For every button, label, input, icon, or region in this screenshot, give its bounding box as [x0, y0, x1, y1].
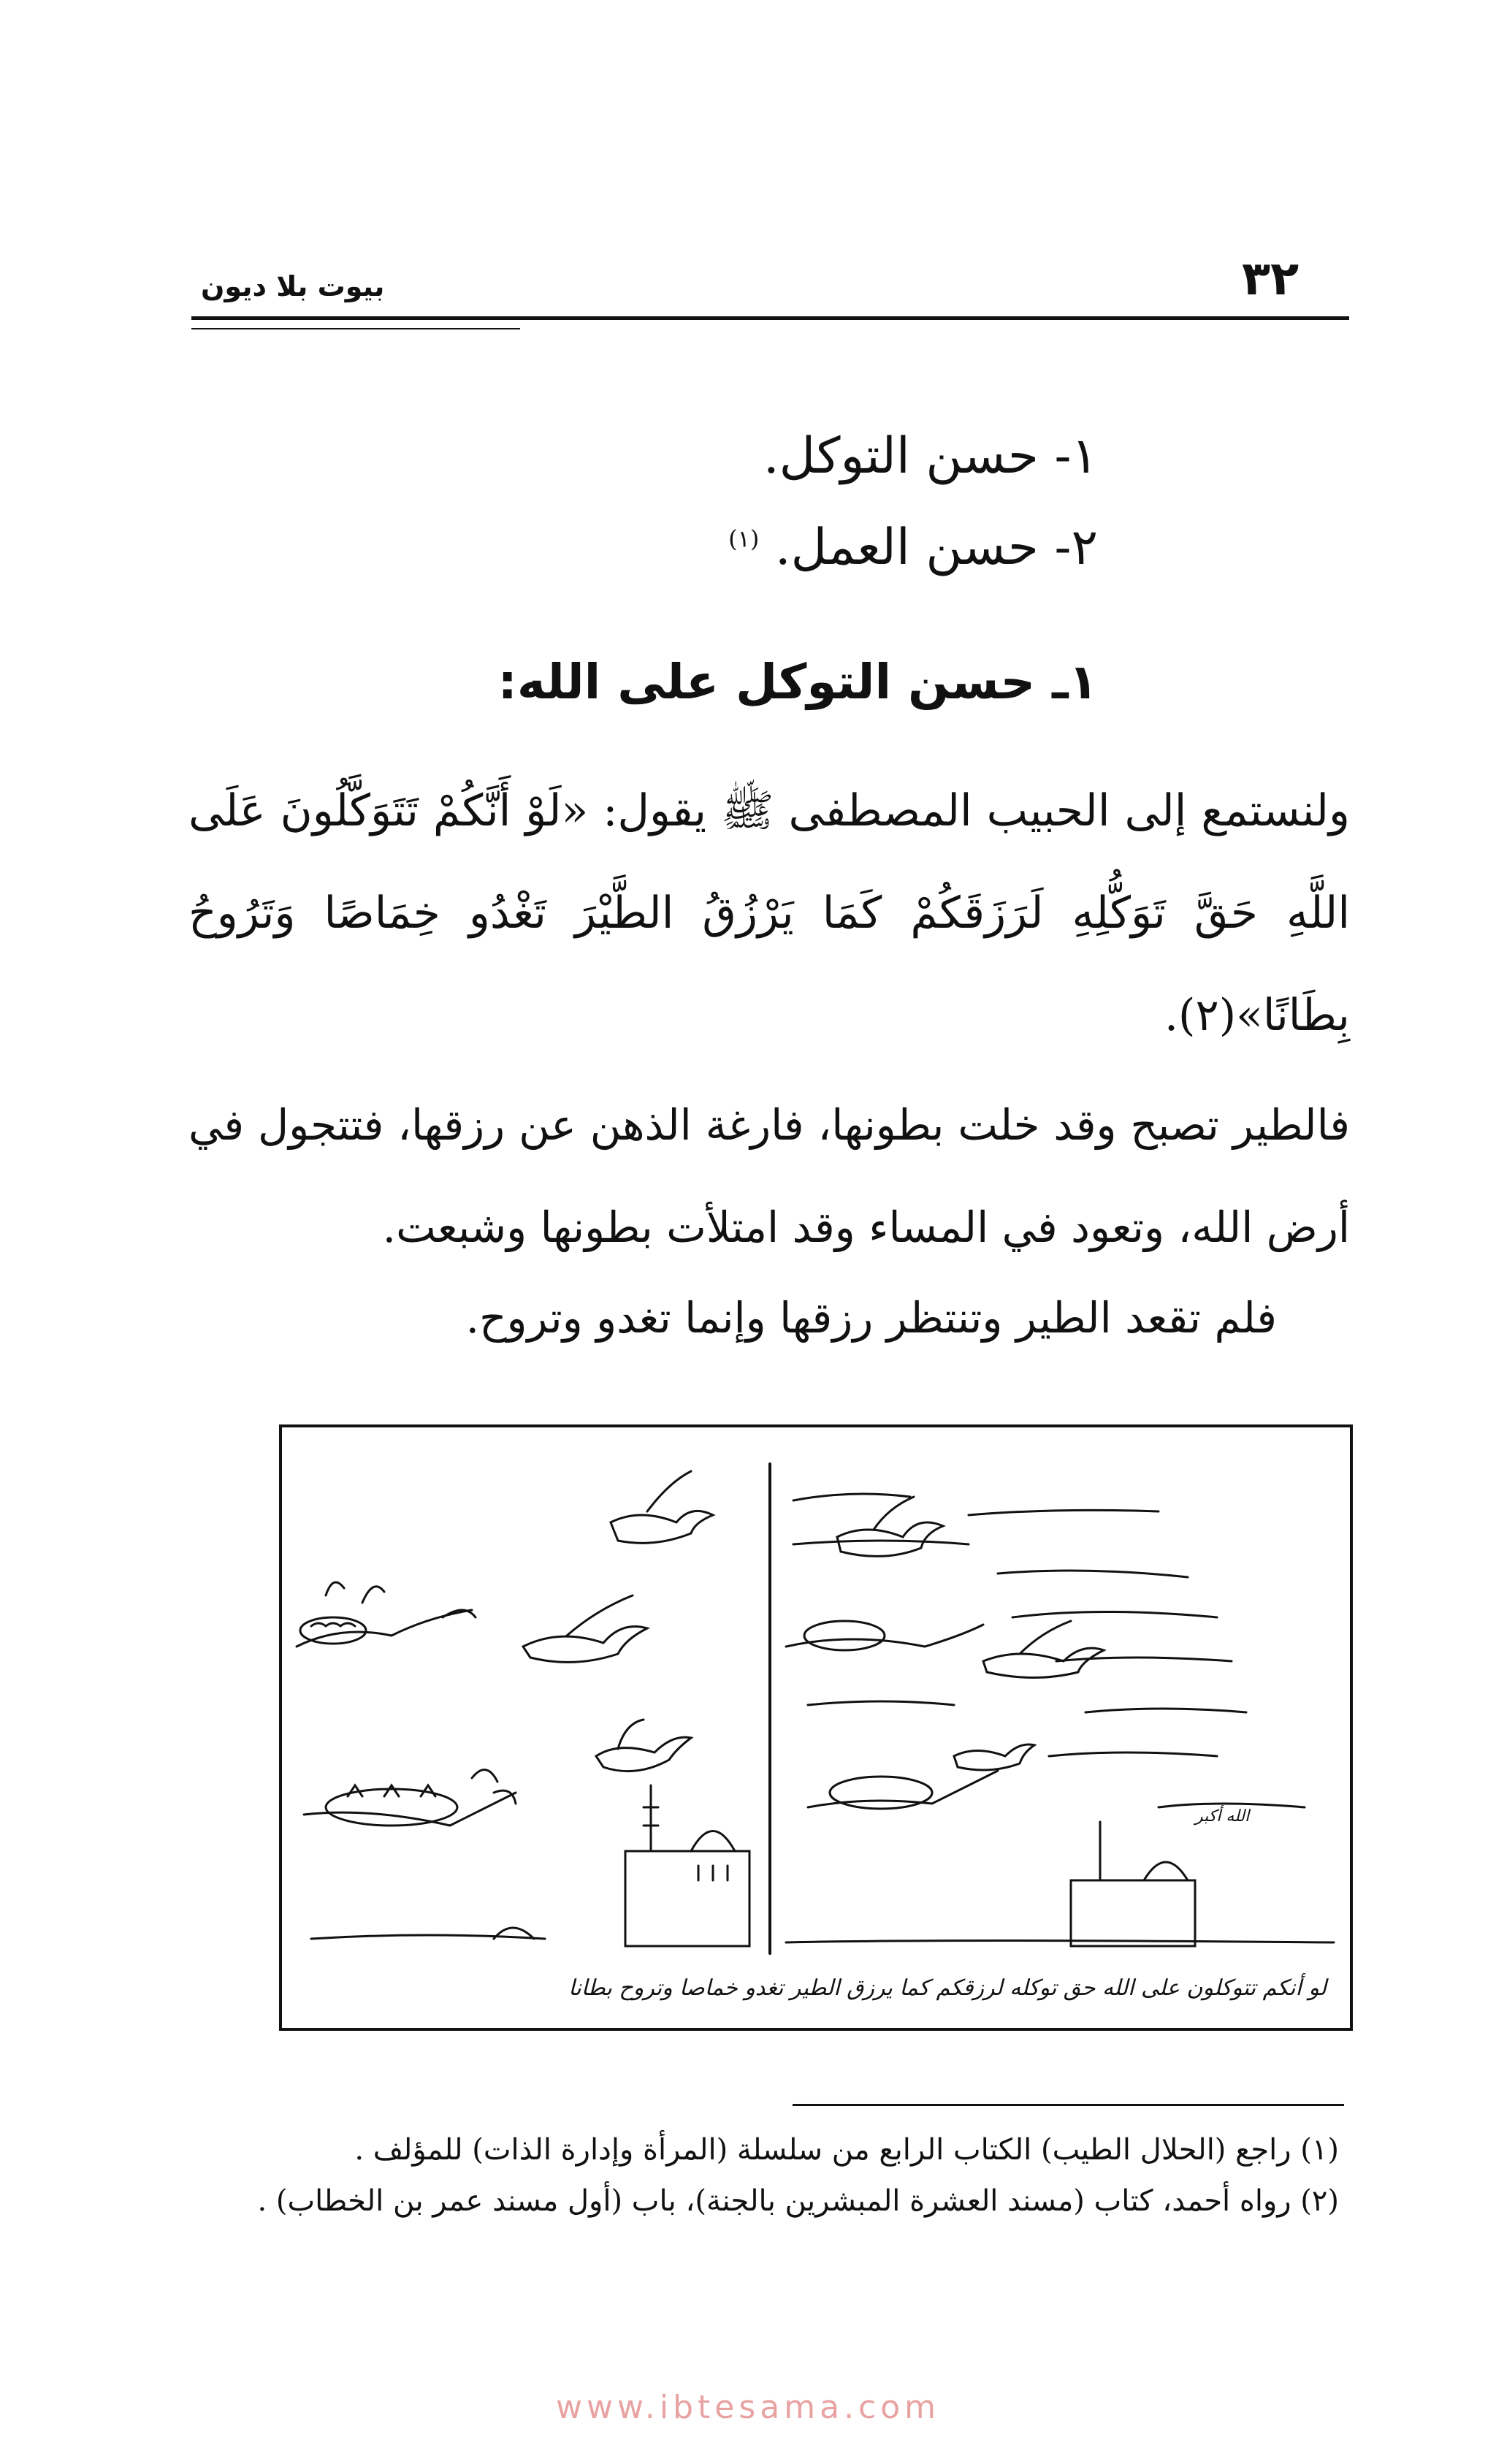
sketch-drawing	[282, 1427, 1350, 2028]
paragraph-hadith: ولنستمع إلى الحبيب المصطفى ﷺ يقول: «لَوْ أَنَّكُمْ تَتَوَكَّلُونَ عَلَى اللَّهِ حَقَّ تَوَكُّلِهِ لَرَزَقَكُمْ كَمَا يَرْزُقُ الطَّيْرَ تَغْدُو خِمَاصًا وَتَرُوحُ بِطَانًا»(٢).	[188, 785, 1350, 1041]
section-heading: ١ـ حسن التوكل على الله:	[497, 654, 1098, 710]
footnote: (٢) رواه أحمد، كتاب (مسند العشرة المبشرين بالجنة)، باب (أول مسند عمر بن الخطاب) .	[257, 2184, 1339, 2218]
watermark-link[interactable]: www.ibtesama.com	[555, 2389, 941, 2426]
running-header-title: بيوت بلا ديون	[201, 270, 385, 302]
bird-illustration	[279, 1424, 1353, 2031]
list-item-text: ١- حسن التوكل.	[763, 427, 1098, 485]
footnote-rule	[793, 2104, 1344, 2106]
footnote-ref: (١)	[728, 525, 760, 553]
paragraph-birds: فالطير تصبح وقد خلت بطونها، فارغة الذهن عن رزقها، فتتجول في أرض الله، وتعود في المساء وقد امتلأت بطونها وشبعت.	[188, 1100, 1350, 1252]
header-rule-short	[191, 328, 520, 329]
footnote: (١) راجع (الحلال الطيب) الكتاب الرابع من سلسلة (المرأة وإدارة الذات) للمؤلف .	[354, 2133, 1339, 2167]
figure-inner-label: الله أكبر	[1195, 1807, 1250, 1826]
figure-caption: لو أنكم تتوكلون على الله حق توكله لرزقكم كما يرزق الطير تغدو خماصا وتروح بطانا	[568, 1975, 1327, 2001]
list-item-text: ٢- حسن العمل.	[774, 519, 1098, 576]
list-item	[763, 427, 1098, 485]
list-item	[728, 519, 1098, 576]
page-number: ٣٢	[1242, 252, 1300, 306]
paragraph-conclusion: فلم تقعد الطير وتنتظر رزقها وإنما تغدو وتروح.	[465, 1293, 1277, 1343]
header-rule	[191, 316, 1349, 320]
